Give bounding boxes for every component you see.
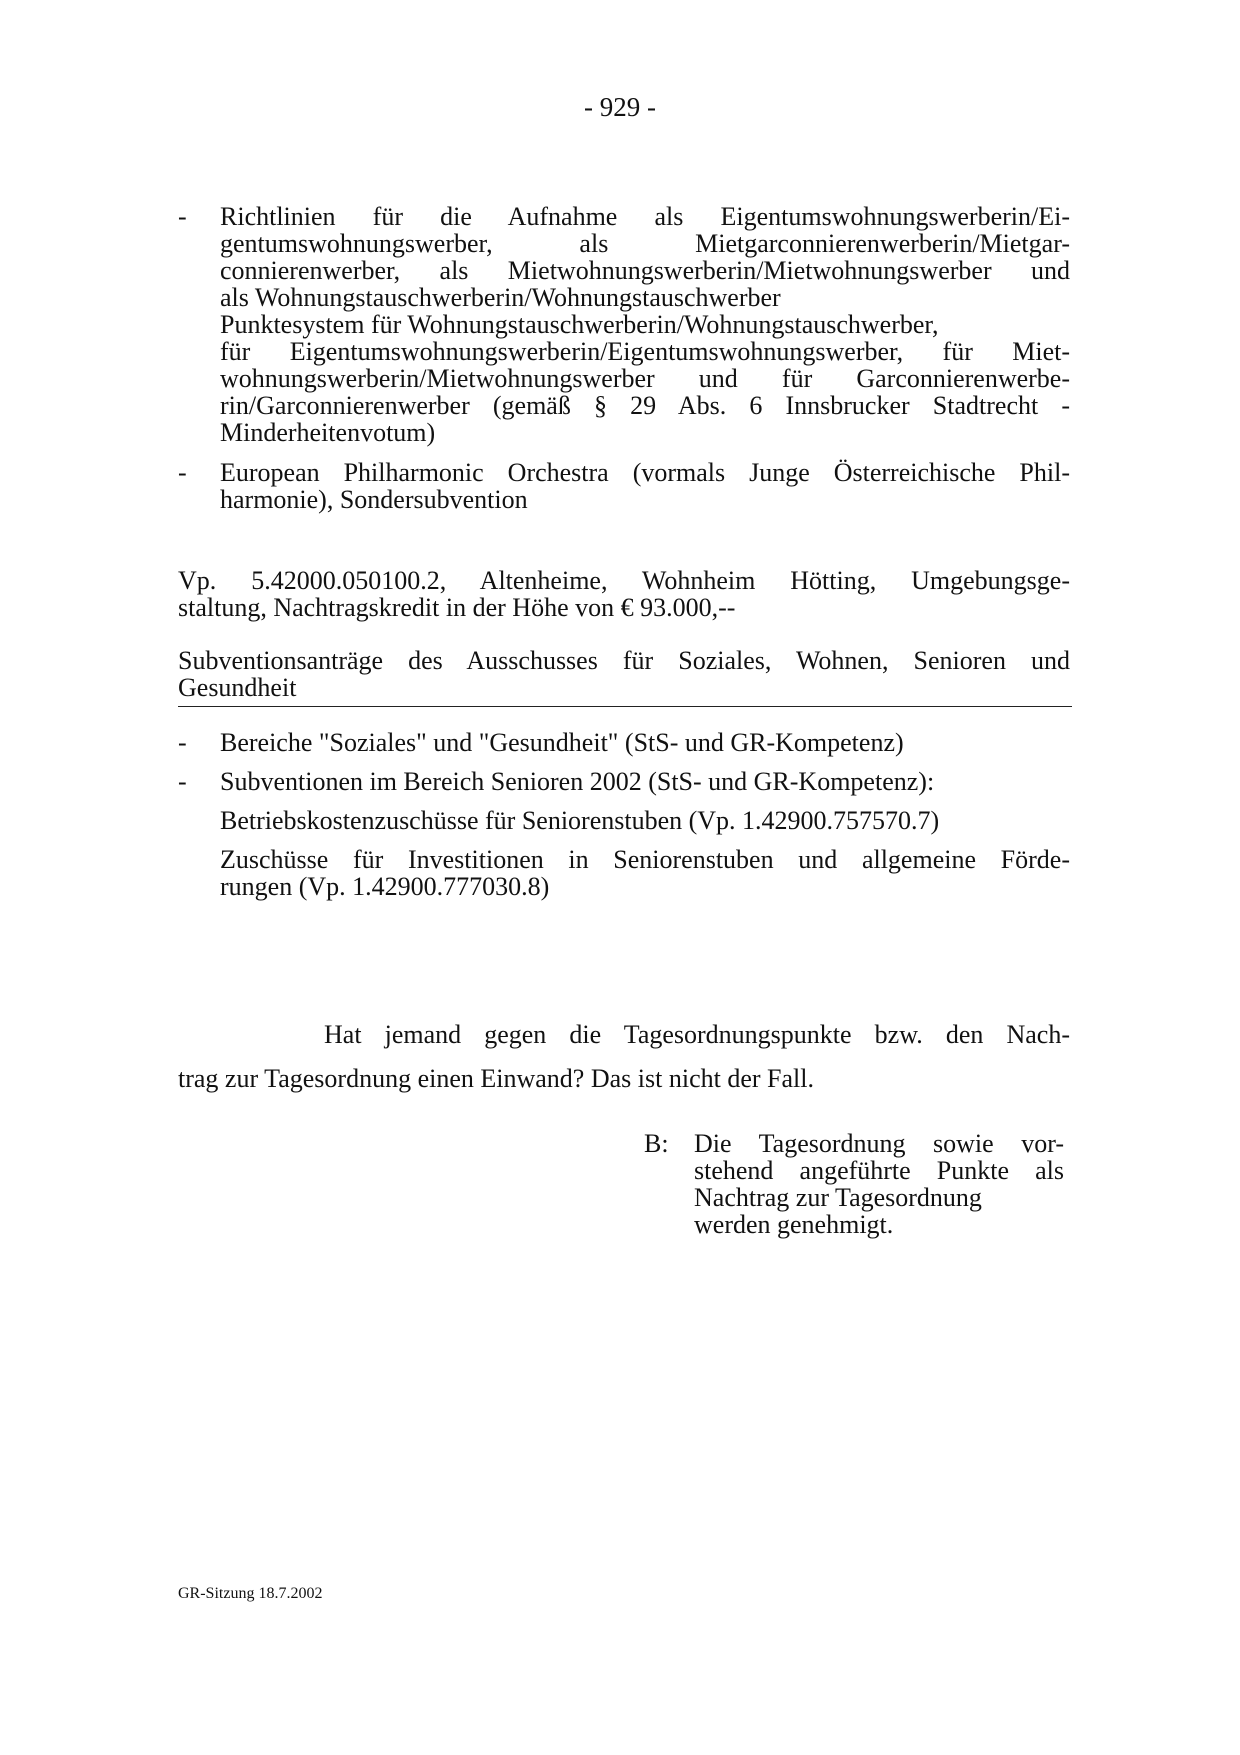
resolution-text — [644, 1130, 1064, 1238]
text-line: Vp. 5.42000.050100.2, Altenheime, Wohnheim Hötting, Umgebungsge- — [178, 566, 1070, 595]
text-line: connierenwerber, als Mietwohnungswerberin/Mietwohnungswerber und — [220, 256, 1070, 285]
list-dash: - — [178, 728, 187, 757]
list-item — [178, 459, 1070, 513]
text-line: Subventionsanträge des Ausschusses für Soziales, Wohnen, Senioren und — [178, 646, 1070, 675]
question-paragraph — [178, 1013, 1070, 1101]
page-number: - 929 - — [584, 92, 656, 122]
budget-item-paragraph — [178, 567, 1070, 621]
text-line: Subventionen im Bereich Senioren 2002 (StS- und GR-Kompetenz): — [220, 767, 935, 796]
text-line: harmonie), Sondersubvention — [220, 485, 528, 514]
text-line: trag zur Tagesordnung einen Einwand? Das ist nicht der Fall. — [178, 1064, 814, 1093]
section-underline — [178, 706, 1072, 707]
text-line: werden genehmigt. — [694, 1210, 894, 1239]
text-line: Minderheitenvotum) — [220, 418, 436, 447]
agenda-list-orchestra — [178, 459, 1070, 513]
text-line: als Wohnungstauschwerberin/Wohnungstauschwerber — [220, 283, 781, 312]
list-item — [178, 729, 1070, 756]
sub-item-operating-costs — [178, 807, 1070, 834]
text-line: Punktesystem für Wohnungstauschwerberin/Wohnungstauschwerber, — [220, 310, 939, 339]
text-line: Betriebskostenzuschüsse für Seniorenstuben (Vp. 1.42900.757570.7) — [220, 806, 940, 835]
list-dash: - — [178, 202, 187, 231]
text-line: rungen (Vp. 1.42900.777030.8) — [220, 872, 550, 901]
text-line: rin/Garconnierenwerber (gemäß § 29 Abs. 6 Innsbrucker Stadtrecht - — [220, 391, 1070, 420]
footer-session-date: GR-Sitzung 18.7.2002 — [178, 1585, 323, 1602]
text-line: wohnungswerberin/Mietwohnungswerber und für Garconnierenwerbe- — [220, 364, 1070, 393]
list-item — [178, 203, 1070, 446]
agenda-list-social — [178, 729, 1070, 756]
text-line: Die Tagesordnung sowie vor- — [694, 1129, 1064, 1158]
text-line: Nachtrag zur Tagesordnung — [694, 1183, 982, 1212]
agenda-list-housing — [178, 203, 1070, 446]
list-dash: - — [178, 458, 187, 487]
agenda-list-seniors — [178, 768, 1070, 795]
text-line: Bereiche "Soziales" und "Gesundheit" (StS- und GR-Kompetenz) — [220, 728, 904, 757]
list-item — [178, 768, 1070, 795]
text-line: Zuschüsse für Investitionen in Seniorenstuben und allgemeine Förde- — [220, 845, 1070, 874]
section-heading — [178, 647, 1070, 701]
text-line: stehend angeführte Punkte als — [694, 1156, 1064, 1185]
text-line: Gesundheit — [178, 673, 297, 702]
resolution-label: B: — [644, 1129, 669, 1158]
sub-item-investments — [178, 846, 1070, 900]
text-line: Hat jemand gegen die Tagesordnungspunkte bzw. den Nach- — [324, 1020, 1070, 1049]
text-line: Richtlinien für die Aufnahme als Eigentumswohnungswerberin/Ei- — [220, 202, 1070, 231]
text-line: staltung, Nachtragskredit in der Höhe von € 93.000,-- — [178, 593, 736, 622]
text-line: für Eigentumswohnungswerberin/Eigentumswohnungswerber, für Miet- — [220, 337, 1070, 366]
resolution-block — [644, 1130, 1064, 1238]
text-line: European Philharmonic Orchestra (vormals Junge Österreichische Phil- — [220, 458, 1070, 487]
list-dash: - — [178, 767, 187, 796]
text-line: gentumswohnungswerber, als Mietgarconnierenwerberin/Mietgar- — [220, 229, 1070, 258]
